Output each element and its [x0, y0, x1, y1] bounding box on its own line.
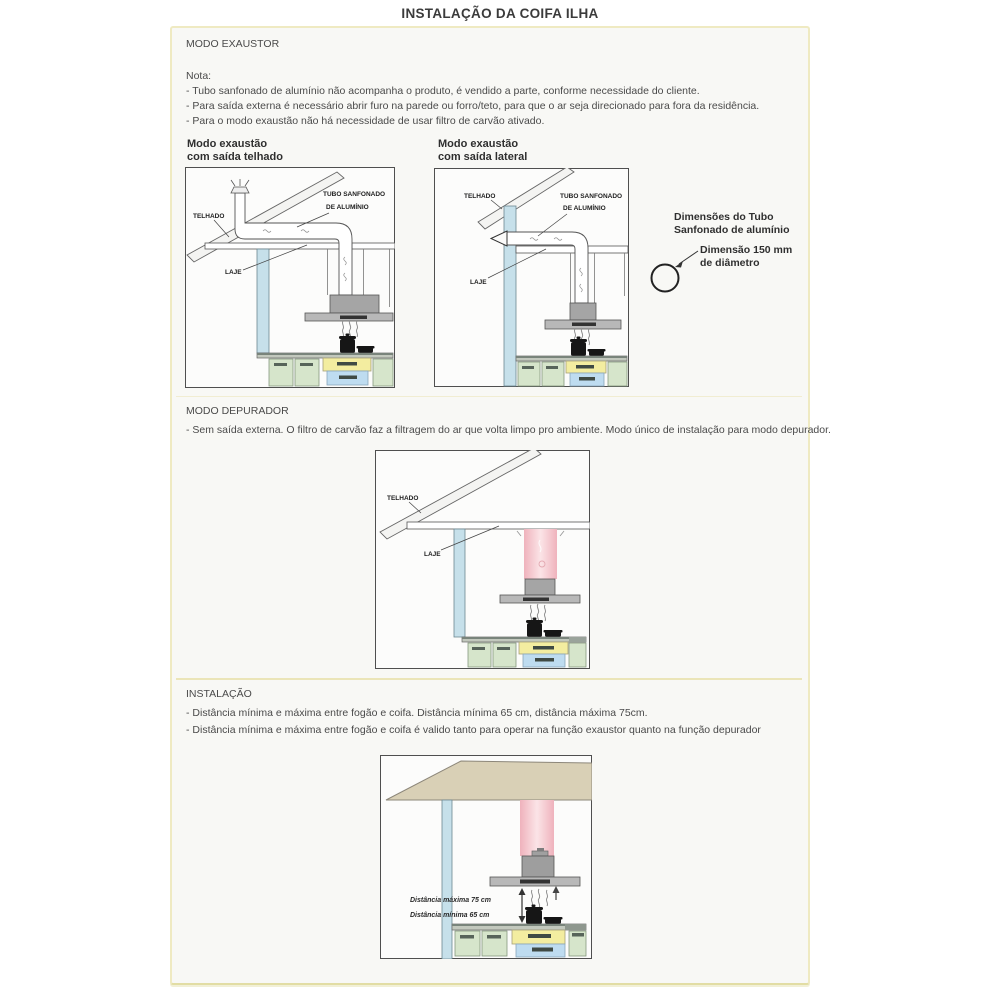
- section-heading-exaustor: MODO EXAUSTOR: [186, 38, 280, 50]
- section-heading-instalacao: INSTALAÇÃO: [186, 688, 252, 700]
- label-laje: LAJE: [225, 269, 242, 276]
- column: [454, 529, 465, 637]
- note-line: - Tubo sanfonado de alumínio não acompanha o produto, é vendido a parte, conforme necessidade do cliente.: [186, 85, 700, 97]
- note-line: - Para o modo exaustão não há necessidade de usar filtro de carvão ativado.: [186, 115, 545, 127]
- note-line: - Distância mínima e máxima entre fogão e coifa. Distância mínima 65 cm, distância máxima 75cm.: [186, 707, 648, 719]
- laje-slab: [516, 246, 628, 253]
- label-laje: LAJE: [424, 551, 441, 558]
- filtered-air-glow: [524, 529, 557, 579]
- label-telhado: TELHADO: [193, 213, 225, 220]
- label-tubo-2: DE ALUMÍNIO: [326, 204, 369, 211]
- tube-dimensions-annotation: [642, 208, 812, 303]
- diagram-exaust-side-exit: [434, 168, 629, 387]
- note-line: - Distância mínima e máxima entre fogão e coifa é valido tanto para operar na função exaustor quanto na função depurador: [186, 724, 761, 736]
- content-panel: [170, 26, 831, 985]
- tube-dims-heading-1: Dimensões do Tubo: [674, 211, 774, 223]
- tube-diameter-circle-icon: [652, 265, 679, 292]
- label-distancia-minima: Distância mínima 65 cm: [410, 912, 490, 919]
- tube-dim-value-1: Dimensão 150 mm: [700, 244, 793, 256]
- diagram-title-roof-exit: Modo exaustão com saída telhado: [187, 138, 283, 163]
- column: [257, 249, 269, 353]
- arrowhead: [675, 261, 683, 268]
- diagram-title-side-exit: Modo exaustão com saída lateral: [438, 138, 528, 163]
- label-tubo-1: TUBO SANFONADO: [323, 191, 386, 198]
- column: [442, 800, 452, 959]
- section-divider: [176, 396, 802, 397]
- diagram-install-distances: [380, 755, 592, 959]
- diagram-depurador: [375, 450, 590, 669]
- page-title: INSTALAÇÃO DA COIFA ILHA: [401, 6, 599, 21]
- laje-slab: [407, 522, 590, 529]
- section-heading-depurador: MODO DEPURADOR: [186, 405, 289, 417]
- nota-label: Nota:: [186, 70, 212, 82]
- note-line: - Para saída externa é necessário abrir furo na parede ou forro/teto, para que o ar seja direcionado para fora da residência.: [186, 100, 760, 112]
- tube-dim-value-2: de diâmetro: [700, 257, 760, 269]
- tube-dims-heading-2: Sanfonado de alumínio: [674, 224, 790, 236]
- label-telhado: TELHADO: [387, 495, 419, 502]
- section-divider: [176, 678, 802, 680]
- kitchen-cabinets: [516, 356, 627, 386]
- label-laje: LAJE: [470, 279, 487, 286]
- label-distancia-maxima: Distância máxima 75 cm: [410, 897, 491, 904]
- label-tubo-2: DE ALUMÍNIO: [563, 205, 606, 212]
- diagram-exaust-roof-exit: [185, 167, 395, 388]
- label-telhado: TELHADO: [464, 193, 496, 200]
- filtered-air-glow: [520, 800, 554, 856]
- label-tubo-1: TUBO SANFONADO: [560, 193, 623, 200]
- note-line: - Sem saída externa. O filtro de carvão faz a filtragem do ar que volta limpo pro ambiente. Modo único de instalação para modo depurador.: [186, 424, 831, 436]
